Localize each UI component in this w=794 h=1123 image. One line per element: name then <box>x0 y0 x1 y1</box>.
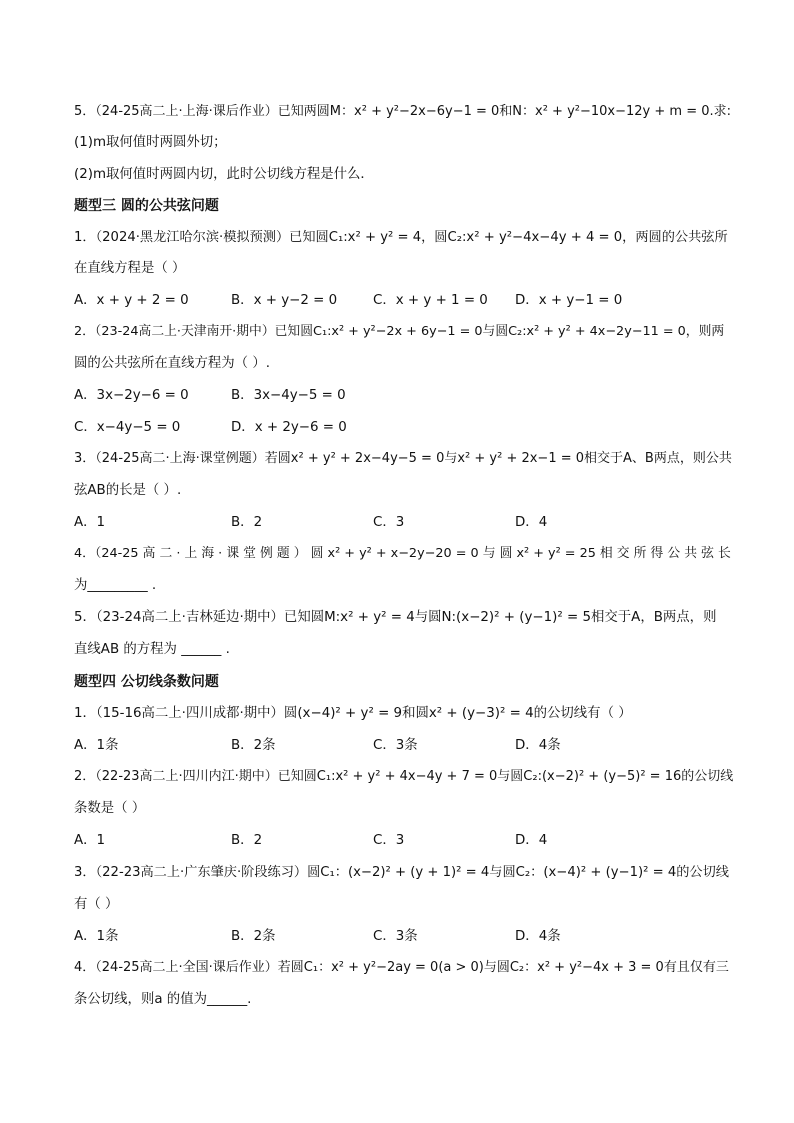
s4-q2-option-a: A．1 <box>74 833 106 848</box>
s3-q3-text: 3．（24-25高二·上海·课堂例题）若圆x² + y² + 2x−4y−5 = 0与x² + y² + 2x−1 = 0相交于A、B两点，则公共 <box>74 451 732 466</box>
s4-q1-text: 1．（15-16高二上·四川成都·期中）圆(x−4)² + y² = 9和圆x² + (y−3)² = 4的公切线有（ ） <box>74 706 632 721</box>
s3-q4-text-cont: 为_________ . <box>74 578 157 593</box>
s4-q3-option-c: C．3条 <box>373 929 418 944</box>
s3-q3-option-c: C．3 <box>373 515 405 530</box>
s3-q3-option-a: A．1 <box>74 515 106 530</box>
s4-q1-option-b: B．2条 <box>231 738 276 753</box>
s3-q3-option-d: D．4 <box>515 515 548 530</box>
s3-q3-text-cont: 弦AB的长是（ ）. <box>74 483 182 498</box>
s3-q2-option-a: A．3x−2y−6 = 0 <box>74 388 189 403</box>
s3-q1-text-cont: 在直线方程是（ ） <box>74 261 186 276</box>
problem-5-part-2: (2)m取何值时两圆内切，此时公切线方程是什么． <box>74 167 374 182</box>
section-3-title: 题型三 圆的公共弦问题 <box>74 198 219 214</box>
s3-q5-text: 5．（23-24高二上·吉林延边·期中）已知圆M:x² + y² = 4与圆N:(x−2)² + (y−1)² = 5相交于A，B两点，则 <box>74 610 717 625</box>
s3-q5-text-cont: 直线AB 的方程为 ______ . <box>74 642 230 657</box>
s4-q4-text: 4．（24-25高二上·全国·课后作业）若圆C₁：x² + y²−2ay = 0(a > 0)与圆C₂：x² + y²−4x + 3 = 0有且仅有三 <box>74 960 729 975</box>
s4-q2-text: 2．（22-23高二上·四川内江·期中）已知圆C₁:x² + y² + 4x−4y + 7 = 0与圆C₂:(x−2)² + (y−5)² = 16的公切线 <box>74 769 734 784</box>
s4-q2-option-d: D．4 <box>515 833 548 848</box>
problem-5-intro: 5．（24-25高二上·上海·课后作业）已知两圆M：x² + y²−2x−6y−1 = 0和N：x² + y²−10x−12y + m = 0.求: <box>74 104 732 119</box>
s4-q2-option-c: C．3 <box>373 833 405 848</box>
s3-q2-option-d: D．x + 2y−6 = 0 <box>231 420 347 435</box>
s3-q1-text: 1．（2024·黑龙江哈尔滨·模拟预测）已知圆C₁:x² + y² = 4，圆C₂:x² + y²−4x−4y + 4 = 0，两圆的公共弦所 <box>74 230 728 245</box>
s4-q3-option-b: B．2条 <box>231 929 276 944</box>
s4-q2-option-b: B．2 <box>231 833 263 848</box>
s3-q2-option-b: B．3x−4y−5 = 0 <box>231 388 346 403</box>
s4-q3-option-a: A．1条 <box>74 929 119 944</box>
s3-q3-option-b: B．2 <box>231 515 263 530</box>
s3-q1-option-a: A．x + y + 2 = 0 <box>74 293 189 308</box>
s3-q1-option-c: C．x + y + 1 = 0 <box>373 293 488 308</box>
s4-q1-option-a: A．1条 <box>74 738 119 753</box>
s4-q4-text-cont: 条公切线，则a 的值为______. <box>74 992 252 1007</box>
s4-q3-text-cont: 有（ ） <box>74 897 119 912</box>
section-4-title: 题型四 公切线条数问题 <box>74 674 219 690</box>
s3-q2-text: 2．（23-24高二上·天津南开·期中）已知圆C₁:x² + y²−2x + 6y−1 = 0与圆C₂:x² + y² + 4x−2y−11 = 0，则两 <box>74 324 725 339</box>
s4-q3-text: 3．（22-23高二上·广东肇庆·阶段练习）圆C₁：(x−2)² + (y + 1)² = 4与圆C₂：(x−4)² + (y−1)² = 4的公切线 <box>74 865 729 880</box>
s3-q1-option-b: B．x + y−2 = 0 <box>231 293 338 308</box>
problem-5-part-1: (1)m取何值时两圆外切； <box>74 135 227 150</box>
s4-q1-option-d: D．4条 <box>515 738 561 753</box>
s3-q2-option-c: C．x−4y−5 = 0 <box>74 420 181 435</box>
s4-q3-option-d: D．4条 <box>515 929 561 944</box>
s4-q2-text-cont: 条数是（ ） <box>74 801 146 816</box>
s4-q1-option-c: C．3条 <box>373 738 418 753</box>
s3-q2-text-cont: 圆的公共弦所在直线方程为（ ）. <box>74 356 270 371</box>
s3-q1-option-d: D．x + y−1 = 0 <box>515 293 623 308</box>
s3-q4-text: 4．（24-25 高 二 · 上 海 · 课 堂 例 题 ） 圆 x² + y² + x−2y−20 = 0 与 圆 x² + y² = 25 相 交 所 得 公 共 弦 长 <box>74 546 731 561</box>
